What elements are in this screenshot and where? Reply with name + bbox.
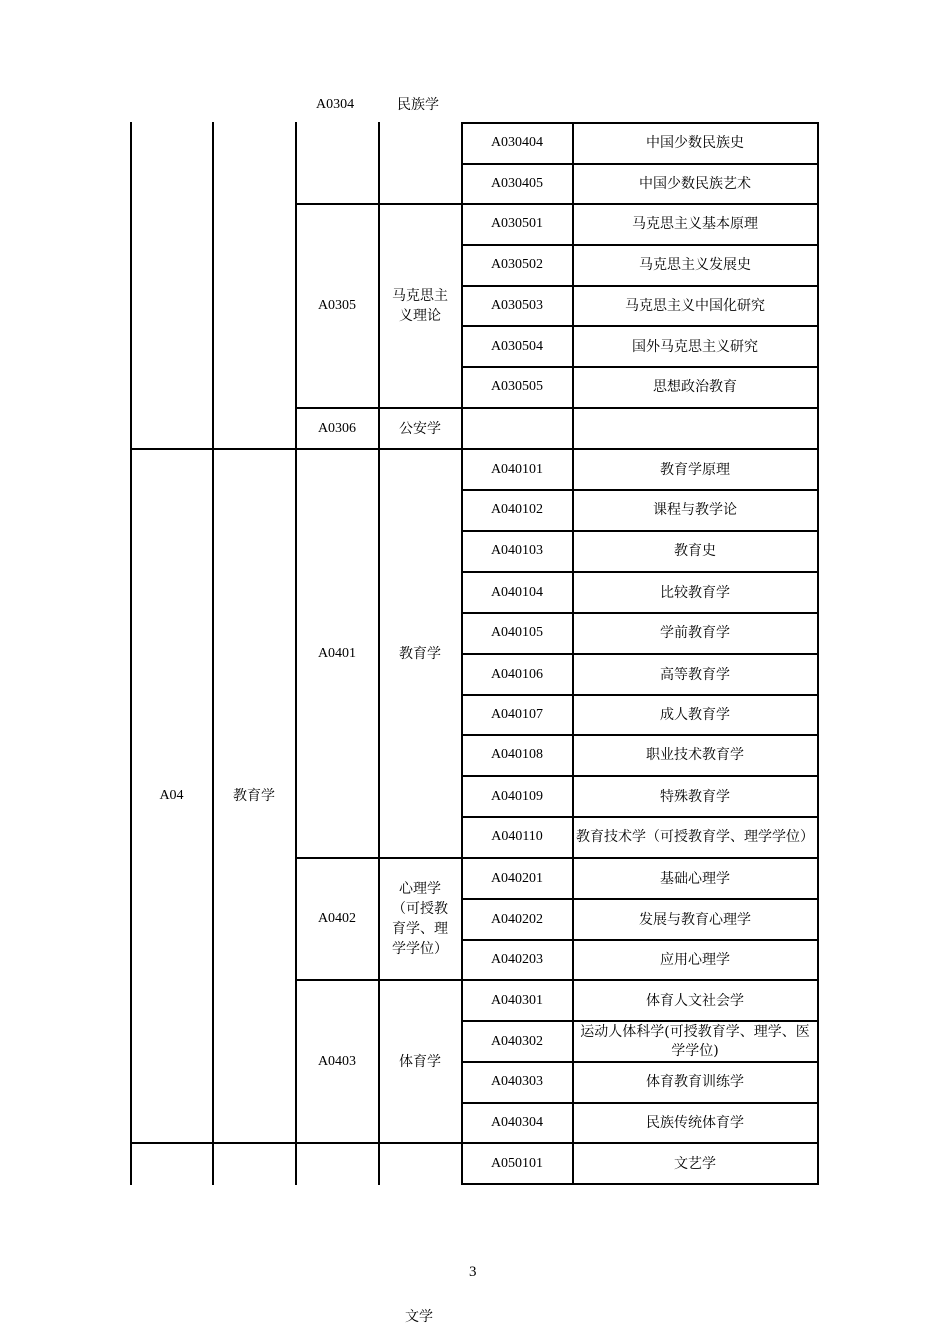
subject-code: A040110	[491, 829, 543, 844]
subject-name: 教育技术学（可授教育学、理学学位）	[576, 828, 814, 845]
group-name-a0402: 心理学（可授教育学、理学学位）	[392, 881, 448, 957]
subject-code: A030504	[490, 339, 544, 354]
subject-name: 民族传统体育学	[646, 1115, 744, 1131]
subject-name: 特殊教育学	[660, 788, 730, 805]
subject-code: A040202	[490, 911, 544, 927]
subject-name: 中国少数民族史	[646, 135, 744, 151]
subject-code: A040301	[490, 992, 544, 1008]
subject-code: A040107	[490, 706, 544, 722]
subject-name: 马克思主义中国化研究	[625, 298, 765, 314]
group-code-a0403: A0403	[317, 1053, 357, 1069]
group-name-a0403: 体育学	[399, 1053, 441, 1070]
subject-name: 思想政治教育	[653, 379, 737, 395]
subject-name: 体育人文社会学	[646, 992, 744, 1009]
subject-name: 学前教育学	[660, 625, 730, 641]
subject-code: A040104	[490, 584, 544, 600]
category-code-a04: A04	[159, 788, 184, 803]
subject-name: 高等教育学	[660, 666, 730, 683]
subject-name: 体育教育训练学	[646, 1074, 744, 1090]
subject-code: A030501	[490, 216, 544, 231]
subject-code: A040106	[490, 666, 544, 682]
top-group-code: A0304	[316, 97, 355, 112]
subject-code: A040304	[490, 1115, 544, 1130]
top-group-name: 民族学	[397, 97, 439, 113]
footer-text: 文学	[405, 1309, 433, 1325]
subject-code: A040108	[490, 747, 544, 762]
subject-code: A040103	[490, 543, 544, 558]
subject-name: 比较教育学	[660, 584, 730, 601]
group-code-a0305: A0305	[317, 297, 357, 313]
subject-name: 马克思主义基本原理	[632, 216, 758, 232]
group-name-a0401: 教育学	[399, 645, 441, 662]
subject-name: 基础心理学	[660, 870, 730, 887]
subject-code: A040101	[490, 461, 544, 477]
group-name-a0306: 公安学	[399, 420, 441, 437]
subject-code: A040201	[490, 870, 544, 886]
subject-code: A030505	[490, 379, 544, 394]
subject-name: 发展与教育心理学	[639, 911, 751, 928]
subject-code: A040102	[490, 502, 544, 517]
subject-code: A030503	[490, 298, 544, 313]
subject-code: A030502	[490, 257, 544, 272]
subject-name: 中国少数民族艺术	[639, 176, 751, 192]
subject-code: A040303	[490, 1074, 544, 1089]
subject-name: 教育史	[674, 543, 716, 559]
page-number: 3	[469, 1264, 477, 1280]
subject-name: 马克思主义发展史	[639, 257, 751, 273]
subject-code: A050101	[490, 1155, 544, 1171]
subject-name: 职业技术教育学	[646, 747, 744, 763]
subject-code: A030404	[490, 135, 544, 150]
category-name-a04: 教育学	[233, 788, 275, 804]
subject-name: 运动人体科学(可授教育学、理学、医学学位)	[580, 1023, 810, 1059]
subject-code: A040109	[490, 788, 544, 804]
subject-name: 国外马克思主义研究	[632, 339, 758, 355]
subject-name: 成人教育学	[660, 706, 730, 723]
subject-name: 文艺学	[674, 1155, 716, 1172]
subject-name: 教育学原理	[660, 461, 730, 478]
group-name-a0305: 马克思主义理论	[392, 287, 448, 324]
group-code-a0306: A0306	[317, 420, 357, 436]
subject-code: A040105	[490, 625, 544, 640]
subject-code: A040203	[490, 951, 544, 967]
subject-name: 课程与教学论	[653, 502, 737, 518]
group-code-a0401: A0401	[317, 645, 357, 661]
subject-code: A040302	[490, 1033, 544, 1049]
subject-name: 应用心理学	[660, 951, 730, 968]
subject-code: A030405	[490, 176, 544, 191]
group-code-a0402: A0402	[317, 911, 357, 926]
